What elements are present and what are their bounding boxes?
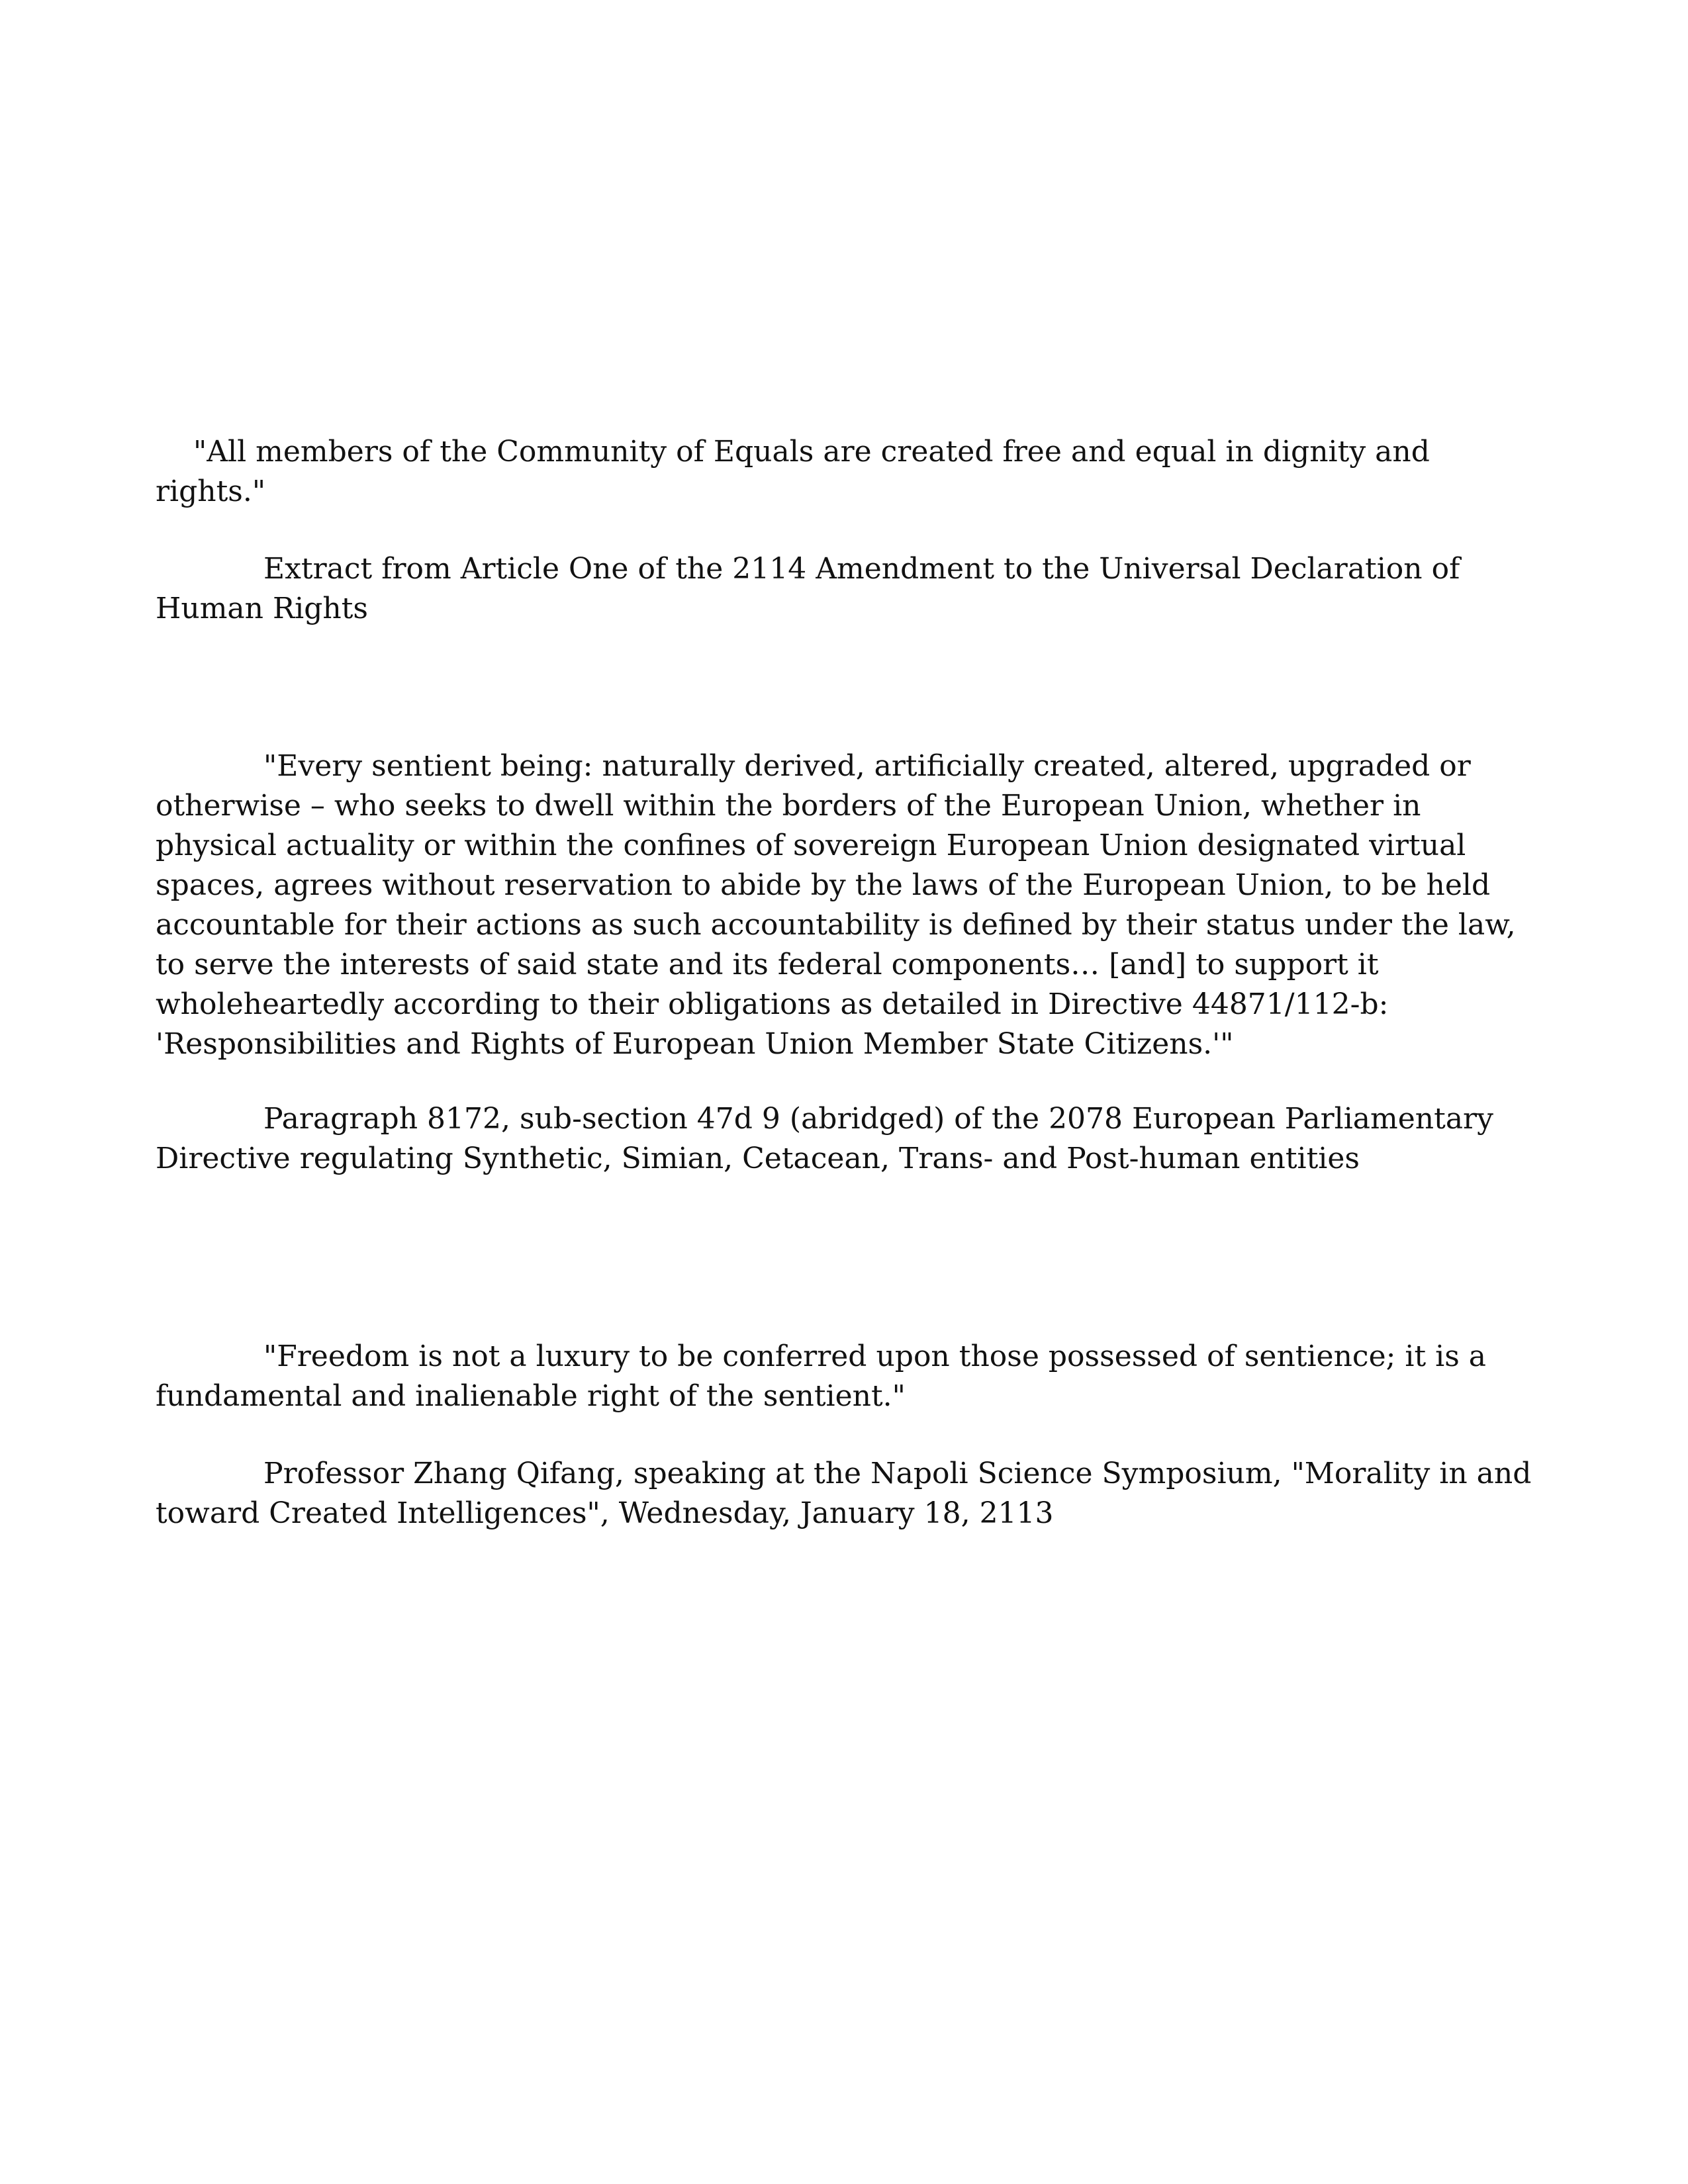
quote-line: "Freedom is not a luxury to be conferred upon those possessed of sentience; it is a [263, 1340, 1487, 1373]
quote-line: spaces, agrees without reservation to abide by the laws of the European Union, to be held [156, 868, 1491, 902]
source-line: Professor Zhang Qifang, speaking at the Napoli Science Symposium, "Morality in and [263, 1457, 1532, 1490]
epigraph-1-quote [156, 432, 1430, 512]
epigraph-3-source [156, 1454, 1531, 1533]
epigraph-3-quote [156, 1337, 1486, 1416]
quote-line: fundamental and inalienable right of the sentient." [156, 1379, 906, 1413]
quote-line: rights." [156, 475, 266, 508]
source-line: toward Created Intelligences", Wednesday, January 18, 2113 [156, 1496, 1054, 1530]
quote-line: to serve the interests of said state and its federal components… [and] to support it [156, 948, 1379, 981]
quote-line: wholeheartedly according to their obligations as detailed in Directive 44871/112-b: [156, 987, 1389, 1021]
quote-line: "All members of the Community of Equals are created free and equal in dignity and [193, 435, 1430, 469]
source-line: Paragraph 8172, sub-section 47d 9 (abridged) of the 2078 European Parliamentary [263, 1102, 1493, 1136]
epigraph-1-source [156, 549, 1460, 629]
source-line: Extract from Article One of the 2114 Amendment to the Universal Declaration of [263, 552, 1460, 586]
quote-line: accountable for their actions as such accountability is defined by their status under the law, [156, 908, 1516, 942]
epigraph-2-quote [156, 747, 1516, 1064]
source-line: Directive regulating Synthetic, Simian, Cetacean, Trans- and Post-human entities [156, 1142, 1360, 1175]
epigraph-2-source [156, 1099, 1493, 1179]
quote-line: physical actuality or within the confines of sovereign European Union designated virtual [156, 829, 1466, 862]
quote-line: "Every sentient being: naturally derived, artificially created, altered, upgraded or [263, 749, 1471, 783]
quote-line: 'Responsibilities and Rights of European Union Member State Citizens.'" [156, 1027, 1234, 1061]
source-line: Human Rights [156, 592, 368, 625]
quote-line: otherwise – who seeks to dwell within the borders of the European Union, whether in [156, 789, 1421, 823]
